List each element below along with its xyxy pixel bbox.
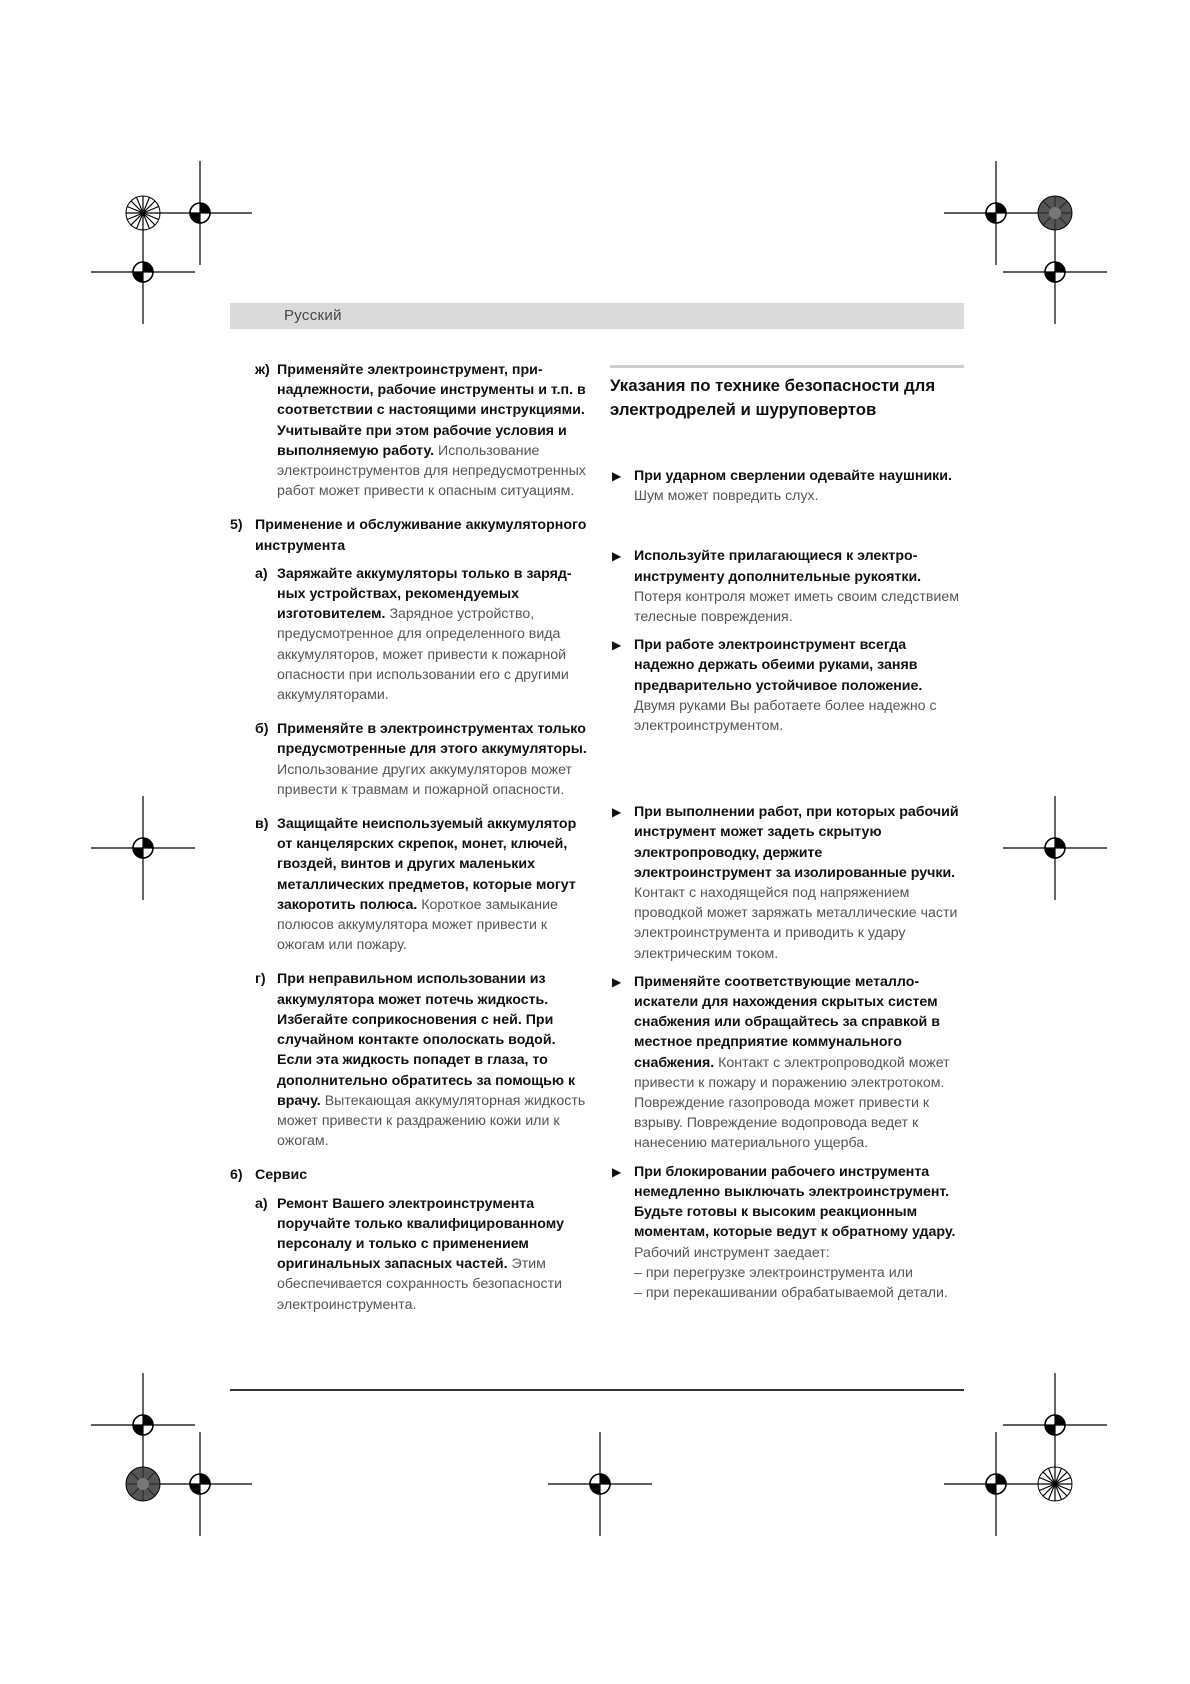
item-normal-text: Вытекающая аккумуляторная жидкость может привести к раздражению кожи или к ожогам. [277, 1092, 586, 1150]
triangle-bullet-icon: ▶ [612, 638, 622, 653]
color-disc-bottom-left [126, 1467, 160, 1501]
bullet-bold-text: При ударном сверлении одевайте наушники. [634, 468, 952, 484]
item-label: ж) [255, 362, 270, 378]
section-5-item-a [230, 564, 590, 705]
bullet-sub-line: – при перекашивании обрабатываемой детали. [634, 1284, 948, 1301]
crop-mark-bottom-left-2 [148, 1432, 252, 1536]
item-label: г) [255, 971, 266, 988]
left-column [230, 360, 590, 1329]
section-title: Сервис [255, 1167, 308, 1184]
section-number: 6) [230, 1167, 243, 1184]
item-normal-text: Короткое замыкание полюсов аккумулятора может привести к ожогам или пожару. [277, 896, 558, 954]
crop-mark-bottom-left [91, 1373, 195, 1477]
safety-bullet-5 [610, 972, 964, 1154]
safety-bullet-2 [610, 546, 964, 627]
bullet-normal-text: Рабочий инструмент заедает: [634, 1244, 830, 1261]
item-bold-text: Ремонт Вашего электроинструмента поручайте только квалифицированному персоналу и только с применением оригинальных запасных частей. [277, 1195, 564, 1273]
right-column [610, 365, 964, 1303]
footer-rule [230, 1389, 964, 1391]
item-bold-text: Заряжайте аккумуляторы только в зарядных устройствах, рекомендуемых изготовителем. [277, 565, 572, 623]
bullet-normal-text: Шум может повредить слух. [634, 488, 819, 505]
crop-mark-top-left-2 [91, 220, 195, 324]
bullet-bold-text: При выполнении работ, при которых рабочий инструмент может задеть скрытую электропроводку, держите электроинструмент за изолированные ручки. [634, 804, 959, 881]
triangle-bullet-icon: ▶ [612, 805, 622, 820]
item-bold-text: Применяйте в электроинструментах только предусмотренные для этого аккумуляторы. [277, 721, 587, 758]
item-label: в) [255, 816, 269, 833]
item-normal-text: Использование электроинструментов для непредусмотренных работ может привести к опасным ситуациям. [277, 442, 586, 500]
section-title: Применение и обслуживание аккумуляторного инструмента [255, 517, 587, 554]
item-bold-text: Защищайте неиспользуемый аккумулятор от канцелярских скрепок, монет, ключей, гвоздей, винтов и других маленьких металлических предметов, которые могут закоротить полюса. [277, 816, 577, 913]
safety-bullet-4 [610, 802, 964, 964]
section-5-heading [230, 515, 590, 555]
item-normal-text: Этим обеспечивается сохранность безопасности электроинструмента. [277, 1256, 563, 1313]
section-5-item-b [230, 719, 590, 800]
color-disc-bottom-right [1038, 1467, 1072, 1501]
bullet-normal-text: Потеря контроля может иметь своим следствием телесные повреждения. [634, 588, 959, 626]
safety-bullet-1 [610, 466, 964, 506]
bullet-bold-text: Используйте прилагающиеся к электроинструменту дополнительные рукоятки. [634, 548, 922, 585]
bullet-normal-text: Двумя руками Вы работаете более надежно с электроинструментом. [634, 697, 937, 735]
color-disc-top-right [1038, 196, 1072, 230]
item-label: а) [255, 1195, 268, 1212]
section-divider [610, 365, 964, 368]
bullet-normal-text: Контакт с находящейся под напряжением проводкой может заряжать металлические части электроинструмента и приводить к удару электрическим током. [634, 885, 958, 962]
language-header-bar [230, 303, 964, 329]
item-normal-text: Использование других аккумуляторов может привести к травмам и пожарной опасности. [277, 761, 572, 798]
section-title: Указания по технике безопасности для электродрелей и шуруповертов [610, 376, 936, 419]
bullet-bold-text: При блокировании рабочего инструмента немедленно выключать электроинструмент. Будьте готовы к высоким реакционным моментам, которые ведут к обратному удару. [634, 1163, 956, 1241]
crop-mark-top-right [944, 161, 1048, 265]
section-5-item-g [230, 969, 590, 1151]
crop-mark-bottom-right-2 [1003, 1373, 1107, 1477]
crop-mark-bottom-center [548, 1432, 652, 1536]
crop-mark-top-left [148, 161, 252, 265]
bullet-bold-text: При работе электроинструмент всегда надежно держать обеими руками, заняв предварительно устойчивое положение. [634, 637, 923, 694]
triangle-bullet-icon: ▶ [612, 549, 622, 564]
triangle-bullet-icon: ▶ [612, 974, 622, 989]
section-number: 5) [230, 517, 243, 534]
triangle-bullet-icon: ▶ [612, 1164, 622, 1179]
bullet-sub-line: – при перегрузке электроинструмента или [634, 1264, 913, 1281]
crop-mark-mid-left [91, 796, 195, 900]
safety-bullet-3 [610, 635, 964, 736]
item-label: а) [255, 565, 268, 582]
safety-bullet-6 [610, 1162, 964, 1303]
section-6-heading [230, 1165, 590, 1185]
bullet-bold-text: Применяйте соответствующие металлоискатели для нахождения скрытых систем снабжения или обращайтесь за справкой в местное предприятие коммунального снабжения. [634, 973, 940, 1071]
item-zh [230, 360, 590, 501]
triangle-bullet-icon: ▶ [612, 469, 622, 483]
bullet-normal-text: Контакт с электропроводкой может привести к пожару и поражению электротоком. Повреждение газопровода может привести к взрыву. Повреждение водопровода ведет к нанесению материального ущерба. [634, 1054, 950, 1152]
crop-mark-mid-right [1003, 796, 1107, 900]
language-label: Русский [284, 307, 342, 324]
section-5-item-v [230, 814, 590, 955]
item-bold-text: Применяйте электроинструмент, принадлежности, рабочие инструменты и т.п. в соответствии с настоящими инструкциями. Учитывайте при этом рабочие условия и выполняемую работу. [277, 362, 586, 459]
item-bold-text: При неправильном использовании из аккумулятора может потечь жидкость. Избегайте соприкосновения с ней. При случайном контакте ополоскать водой. Если эта жидкость попадет в глаза, то дополнительно обратитесь за помощью к врачу. [277, 971, 576, 1109]
crop-mark-bottom-right [944, 1432, 1048, 1536]
item-label: б) [255, 721, 269, 738]
item-normal-text: Зарядное устройство, предусмотренное для определенного вида аккумуляторов, может привести к пожарной опасности при использовании его с другими аккумуляторами. [277, 606, 569, 704]
crop-mark-top-right-2 [1003, 220, 1107, 324]
color-disc-top-left [126, 196, 160, 230]
section-6-item-a [230, 1194, 590, 1315]
